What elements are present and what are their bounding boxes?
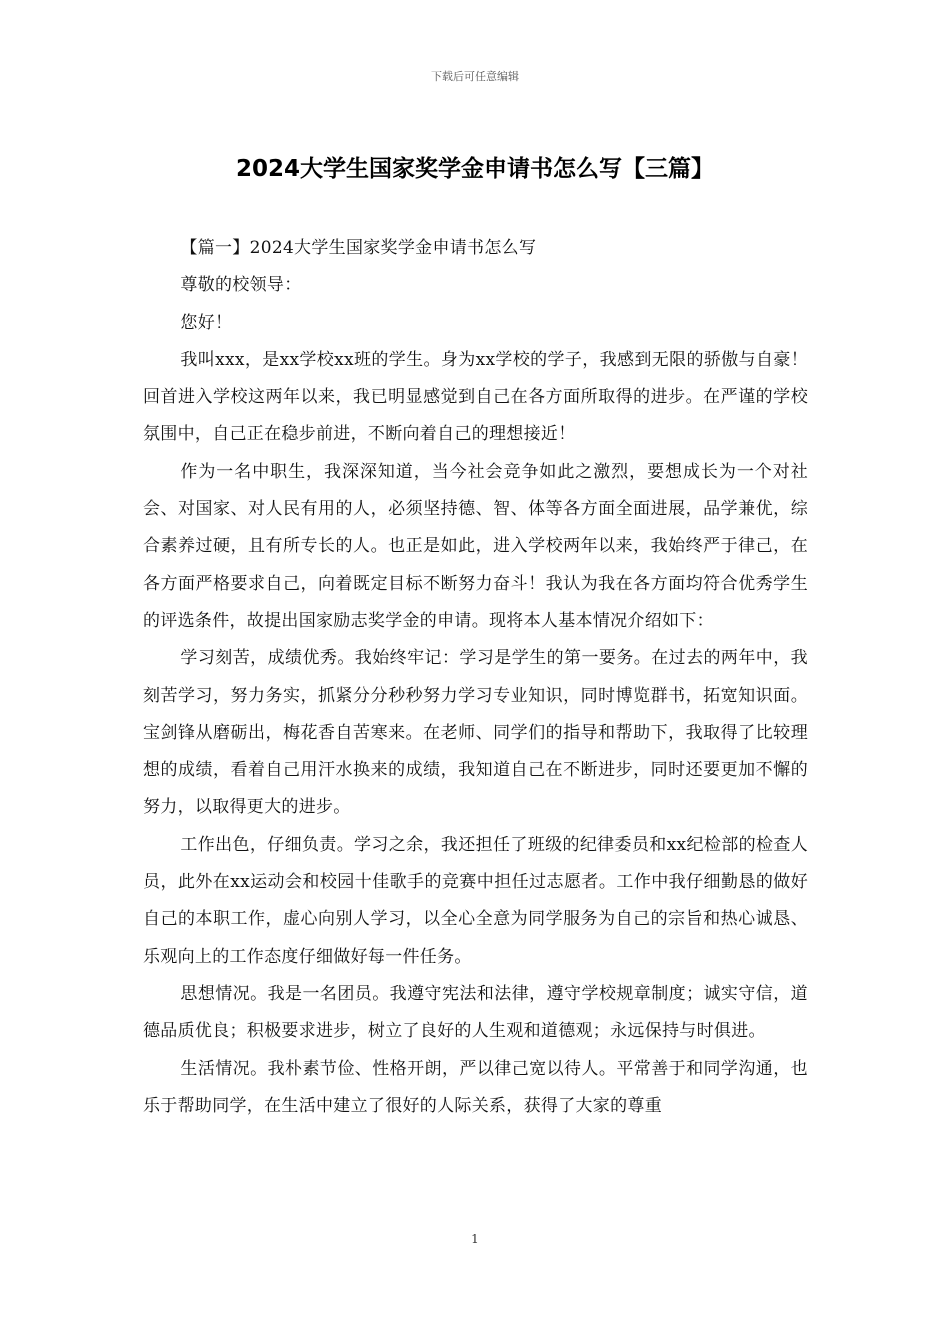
document-title: 2024大学生国家奖学金申请书怎么写【三篇】 xyxy=(235,156,714,182)
body-paragraph: 生活情况。我朴素节俭、性格开朗，严以律己宽以待人。平常善于和同学沟通，也乐于帮助同学，在生活中建立了很好的人际关系，获得了大家的尊重 xyxy=(143,1058,808,1116)
document-body xyxy=(143,230,808,1125)
body-paragraph: 学习刻苦，成绩优秀。我始终牢记：学习是学生的第一要务。在过去的两年中，我刻苦学习，努力务实，抓紧分分秒秒努力学习专业知识，同时博览群书，拓宽知识面。宝剑锋从磨砺出，梅花香自苦寒来。在老师、同学们的指导和帮助下，我取得了比较理想的成绩，看着自己用汗水换来的成绩，我知道自己在不断进步，同时还要更加不懈的努力，以取得更大的进步。 xyxy=(143,648,808,818)
page-number: 1 xyxy=(471,1232,479,1246)
body-paragraph: 作为一名中职生，我深深知道，当今社会竞争如此之激烈，要想成长为一个对社会、对国家、对人民有用的人，必须坚持德、智、体等各方面全面进展，品学兼优，综合素养过硬，且有所专长的人。也正是如此，进入学校两年以来，我始终严于律己，在各方面严格要求自己，向着既定目标不断努力奋斗！我认为我在各方面均符合优秀学生的评选条件，故提出国家励志奖学金的申请。现将本人基本情况介绍如下： xyxy=(143,461,808,631)
greeting: 您好！ xyxy=(180,312,233,333)
salutation: 尊敬的校领导： xyxy=(180,275,302,296)
body-paragraph: 我叫xxx，是xx学校xx班的学生。身为xx学校的学子，我感到无限的骄傲与自豪！回首进入学校这两年以来，我已明显感觉到自己在各方面所取得的进步。在严谨的学校氛围中，自己正在稳步前进，不断向着自己的理想接近！ xyxy=(143,349,808,445)
body-paragraph: 思想情况。我是一名团员。我遵守宪法和法律，遵守学校规章制度；诚实守信，道德品质优良；积极要求进步，树立了良好的人生观和道德观；永远保持与时俱进。 xyxy=(143,983,808,1042)
section-heading: 【篇一】2024大学生国家奖学金申请书怎么写 xyxy=(180,238,537,258)
body-paragraph: 工作出色，仔细负责。学习之余，我还担任了班级的纪律委员和xx纪检部的检查人员，此外在xx运动会和校园十佳歌手的竞赛中担任过志愿者。工作中我仔细勤恳的做好自己的本职工作，虚心向别人学习，以全心全意为同学服务为自己的宗旨和热心诚恳、乐观向上的工作态度仔细做好每一件任务。 xyxy=(143,834,808,967)
header-note: 下载后可任意编辑 xyxy=(431,70,519,83)
